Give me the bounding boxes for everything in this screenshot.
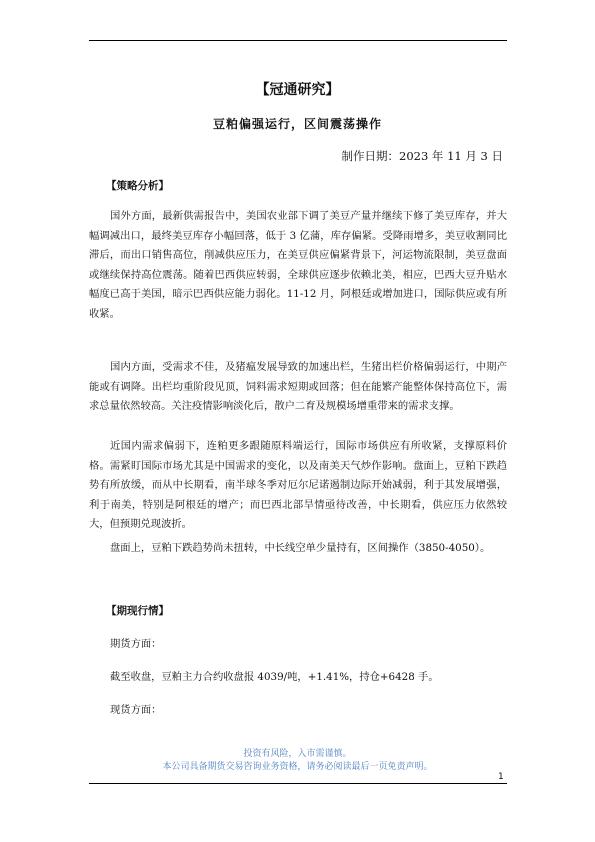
bottom-rule xyxy=(89,783,507,784)
footer-risk-line: 投资有风险，入市需谨慎。 xyxy=(243,749,352,759)
footer-disclaimer-line: 本公司具备期货交易咨询业务资格，请务必阅读最后一页免责声明。 xyxy=(162,762,433,772)
top-rule xyxy=(89,40,507,41)
futures-text: 截至收盘，豆粕主力合约收盘报 4039/吨，+1.41%，持仓+6428 手。 xyxy=(110,671,439,683)
section-heading-strategy: 【策略分析】 xyxy=(106,180,169,192)
strategy-paragraph-2: 国内方面，受需求不佳，及猪瘟发展导致的加速出栏，生猪出栏价格偏弱运行，中期产能或有调降。出栏均重阶段见顶，饲料需求短期或回落；但在能繁产能整体保持高位下，需求总量依然较高。关注疫情影响淡化后，散户二育及规模场增重带来的需求支撑。 xyxy=(89,361,507,412)
strategy-paragraph-3: 近国内需求偏弱下，连粕更多跟随原料端运行，国际市场供应有所收紧，支撑原料价格。需紧盯国际市场尤其是中国需求的变化，以及南美天气炒作影响。盘面上，豆粕下跌趋势有所放缓，而从中长期看，南半球冬季对厄尔尼诺遏制边际开始减弱，利于其发展增强，利于南美，特别是阿根廷的增产；而巴西北部旱情亟待改善，中长期看，供应压力依然较大，但预期兑现波折。 xyxy=(89,440,507,530)
report-headline: 豆粕偏强运行，区间震荡操作 xyxy=(212,117,382,131)
report-date: 制作日期：2023 年 11 月 3 日 xyxy=(341,149,503,163)
section-heading-market: 【期现行情】 xyxy=(106,605,169,617)
strategy-paragraph-1: 国外方面，最新供需报告中，美国农业部下调了美豆产量并继续下修了美豆库存，并大幅调减出口，最终美豆库存小幅回落，低于 3 亿蒲，库存偏紧。受降雨增多，美豆收割同比滞后，而出口销售高位，削减供应压力，在美豆供应偏紧背景下，河运物流限制，美豆盘面或继续保持高位震荡。随着巴西供应转弱，全球供应逐步依赖北美，相应，巴西大豆升贴水幅度已高于美国，暗示巴西供应能力弱化。11-12 月，阿根廷或增加进口，国际供应或有所收紧。 xyxy=(89,210,507,320)
brand-title: 【冠通研究】 xyxy=(255,82,340,98)
page-number: 1 xyxy=(498,772,504,782)
futures-label: 期货方面： xyxy=(110,638,162,650)
spot-label: 现货方面： xyxy=(110,704,162,716)
strategy-paragraph-4: 盘面上，豆粕下跌趋势尚未扭转，中长线空单少量持有，区间操作（3850-4050）。 xyxy=(110,542,491,554)
